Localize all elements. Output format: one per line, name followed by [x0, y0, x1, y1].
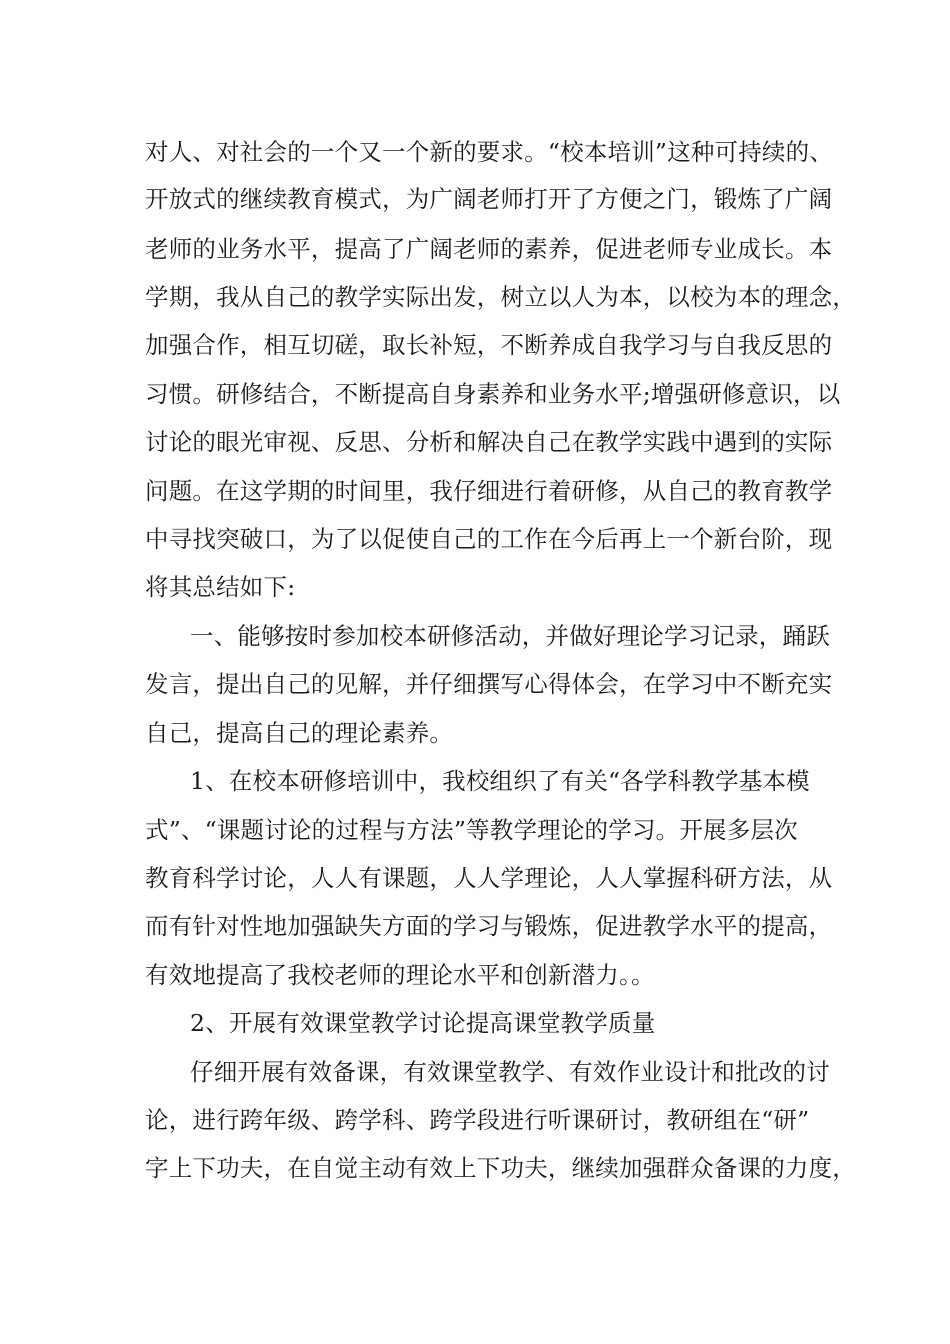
- text-line: 习惯。研修结合，不断提高自身素养和业务水平;增强研修意识，以: [145, 380, 841, 408]
- text-line: 开放式的继续教育模式，为广阔老师打开了方便之门，锻炼了广阔: [145, 185, 833, 213]
- text-line: 老师的业务水平，提高了广阔老师的素养，促进老师专业成长。本: [145, 235, 833, 263]
- text-line: 而有针对性地加强缺失方面的学习与锻炼，促进教学水平的提高，: [145, 912, 833, 940]
- paragraph-first-line: 一、能够按时参加校本研修活动，并做好理论学习记录，踊跃: [190, 622, 830, 650]
- text-line: 加强合作，相互切磋，取长补短，不断养成自我学习与自我反思的: [145, 331, 833, 359]
- paragraph-first-line: 仔细开展有效备课，有效课堂教学、有效作业设计和批改的讨: [190, 1058, 830, 1086]
- text-line: 字上下功夫，在自觉主动有效上下功夫，继续加强群众备课的力度，: [145, 1154, 856, 1182]
- text-line: 学期，我从自己的教学实际出发，树立以人为本，以校为本的理念，: [145, 283, 856, 311]
- text-line: 讨论的眼光审视、反思、分析和解决自己在教学实践中遇到的实际: [145, 428, 833, 456]
- text-line: 对人、对社会的一个又一个新的要求。“校本培训”这种可持续的、: [145, 138, 834, 166]
- text-line: 有效地提高了我校老师的理论水平和创新潜力。。: [145, 961, 655, 989]
- text-line: 发言，提出自己的见解，并仔细撰写心得体会，在学习中不断充实: [145, 670, 833, 698]
- text-line: 问题。在这学期的时间里，我仔细进行着研修，从自己的教育教学: [145, 477, 833, 505]
- text-line: 论，进行跨年级、跨学科、跨学段进行听课研讨，教研组在“研”: [145, 1106, 810, 1134]
- text-line: 教育科学讨论，人人有课题，人人学理论，人人掌握科研方法，从: [145, 864, 833, 892]
- paragraph-first-line: 1、在校本研修培训中，我校组织了有关“各学科教学基本模: [190, 767, 810, 795]
- section-heading: 2、开展有效课堂教学讨论提高课堂教学质量: [190, 1009, 656, 1037]
- text-line: 自己，提高自己的理论素养。: [145, 719, 454, 747]
- text-line: 式”、“课题讨论的过程与方法”等教学理论的学习。开展多层次: [145, 816, 798, 844]
- text-line: 中寻找突破口，为了以促使自己的工作在今后再上一个新台阶，现: [145, 525, 833, 553]
- text-line: 将其总结如下:: [145, 573, 296, 601]
